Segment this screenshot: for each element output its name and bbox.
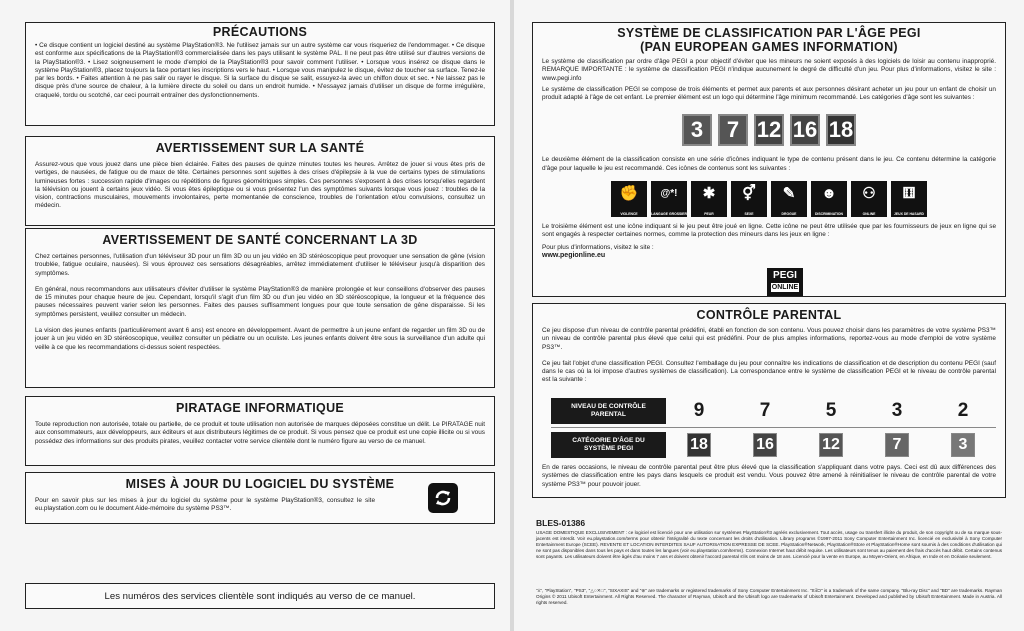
pegi-paragraph-1: Le système de classification par ordre d'âge PEGI a pour objectif d'éviter que les mineurs ne soient exposés à des logiciels de loisir au contenu inapproprié. REMARQUE IMPORTANTE : le système de classification PEGI n'indique aucunement le degré de difficulté d'un jeu. Pour plus d'informations, visitez le site : www.pegi.info: [542, 58, 996, 82]
parental-level-value: 2: [957, 399, 969, 421]
pegi-online-url[interactable]: www.pegionline.eu: [542, 251, 606, 259]
parental-control-paragraph-2: Ce jeu fait l'objet d'une classification PEGI. Consultez l'emballage du jeu pour connaître les indications de classification et de description du contenu PEGI (sauf dans le cas où la loi impose d'autres systèmes de classification). La correspondance entre le système de classification PEGI et le niveau de contrôle parental est la suivante :: [542, 359, 996, 384]
pegi-paragraph-4: Le troisième élément est une icône indiquant si le jeu peut être joué en ligne. Cette icône ne peut être utilisée que par les fournisseurs de jeux en ligne qui se sont engagés à respecter certaines normes, comme la protection des mineurs dans les jeux en ligne :: [542, 223, 996, 239]
health-warning-text: Assurez-vous que vous jouez dans une pièce bien éclairée. Faites des pauses de quinze minutes toutes les heures. Arrêtez de jouer si vous êtes pris de vertiges, de nausées, de fatigue ou de maux de tête. Certaines personnes sont sujettes à des crises d'épilepsie à la vue de certains types de stimulations lumineuses fortes : succession rapide d'images ou répétitions de figures géométriques simples. Ces personnes s'exposent à des crises lorsqu'elles regardent la télévision ou jouent à certains jeux vidéo. Si vous êtes épileptique ou si vous présentez l'un des symptômes suivants lorsque vous jouez : troubles de la vision, contractions musculaires, mouvements involontaires, perte momentanée de conscience, troubles de l'orientation et/ou convulsions, consultez un médecin.: [35, 161, 485, 210]
pegi-12-icon: 12: [819, 433, 843, 457]
parental-control-paragraph-3: En de rares occasions, le niveau de contrôle parental peut être plus élevé que la classification s'appliquant dans votre pays. Ceci est dû aux différences des systèmes de classification entre les pays dans lesquels ce produit est vendu. Vous pouvez être amené à réinitialiser le niveau de contrôle parental de votre système PS3™ pour pouvoir jouer.: [542, 464, 996, 488]
pegi-category-row: [551, 430, 996, 459]
pegi-16-icon: 16: [753, 433, 777, 457]
gambling-icon: ⚅ JEUX DE HASARD: [891, 181, 927, 217]
parental-level-header: NIVEAU DE CONTRÔLE PARENTAL: [551, 398, 666, 424]
sex-icon: ⚥ SEXE: [731, 181, 767, 217]
drugs-icon: ✎ DROGUE: [771, 181, 807, 217]
piracy-title: PIRATAGE INFORMATIQUE: [175, 401, 345, 415]
health-warning-box: [25, 136, 495, 226]
pegi-7-icon: 7: [885, 433, 909, 457]
pegi-title-line1: SYSTÈME DE CLASSIFICATION PAR L'ÂGE PEGI: [617, 26, 921, 40]
left-page: [0, 0, 510, 631]
pegi-paragraph-2: Le système de classification PEGI se compose de trois éléments et permet aux parents et aux personnes désirant acheter un jeu pour un enfant de choisir un produit adapté à l'âge de cet enfant. Le premier élément est un logo qui détermine l'âge minimum recommandé. Les catégories d'âge sont les suivantes :: [542, 85, 996, 102]
pegi-18-icon: 18: [826, 114, 856, 146]
piracy-text: Toute reproduction non autorisée, totale ou partielle, de ce produit et toute utilisation non autorisée de marques déposées constitue un délit. Le PIRATAGE nuit aux consommateurs, aux développeurs, aux éditeurs et aux distributeurs légitimes de ce produit. Si vous pensez que ce produit est une copie illicite ou si vous possédez des informations sur des produits pirates, veuillez contacter votre service clientèle dont le numéro figure au verso de ce manuel.: [35, 421, 485, 445]
parental-control-title: CONTRÔLE PARENTAL: [696, 308, 842, 322]
precaution-bullet: • Ce disque est conforme aux spécifications de la PlayStation®3 commercialisée dans les pays utilisant le système PAL. Il ne peut pas être utilisé sur d'autres versions de la PlayStation®3.: [35, 42, 485, 66]
precaution-bullet: • Ce disque contient un logiciel destiné au système PlayStation®3. Ne l'utilisez jamais sur un autre système car vous risqueriez de l'endommager.: [35, 42, 450, 49]
precaution-bullet: • N'essayez jamais d'utiliser un disque de forme irrégulière, craquelé, tordu ou scotché, car ceci pourrait entraîner des dysfonctionnements.: [35, 83, 485, 99]
pegi-online-logo: [767, 268, 803, 296]
pegi-online-logo-line2: ONLINE: [771, 284, 799, 291]
pegi-paragraph-5: Pour plus d'informations, visitez le site :: [542, 243, 654, 251]
product-code: BLES-01386: [536, 518, 586, 528]
system-update-text: Pour en savoir plus sur les mises à jour du logiciel du système pour le système PlayStation®3, consultez le site eu.playstation.com ou le document Aide-mémoire du système PS3™.: [35, 497, 375, 513]
parental-level-value: 5: [825, 399, 837, 421]
system-update-box: [25, 472, 495, 524]
online-icon: ⚇ ONLINE: [851, 181, 887, 217]
parental-control-box: [532, 303, 1006, 498]
pegi-age-icons: [542, 114, 996, 146]
pegi-descriptor-icons: [542, 181, 996, 217]
update-icon: [428, 483, 458, 513]
precaution-bullet: • Lorsque vous manipulez le disque, évitez de toucher sa surface. Tenez-le par les bords.: [35, 66, 485, 83]
customer-service-footer: [25, 583, 495, 609]
precaution-bullet: • Faites attention à ne pas salir ou rayer le disque. Si la surface du disque se salit, essuyez-la avec un chiffon doux et sec.: [76, 75, 430, 83]
parental-level-value: 7: [759, 399, 771, 421]
fear-icon: ✱ PEUR: [691, 181, 727, 217]
pegi-title-line2: (PAN EUROPEAN GAMES INFORMATION): [640, 40, 898, 54]
pegi-box: [532, 22, 1006, 297]
health-3d-title: AVERTISSEMENT DE SANTÉ CONCERNANT LA 3D: [102, 233, 418, 247]
parental-level-value: 9: [693, 399, 705, 421]
discrimination-icon: ☻ DISCRIMINATION: [811, 181, 847, 217]
precaution-bullet: • Lisez soigneusement le mode d'emploi de la PlayStation®3 pour savoir comment l'utiliser.: [88, 58, 359, 66]
health-3d-paragraph-1: Chez certaines personnes, l'utilisation d'un téléviseur 3D pour un film 3D ou un jeu vidéo en 3D stéréoscopique peut provoquer une sensation de gêne (vision troublée, fatigue oculaire, nausées). Si vous éprouvez ces sensations désagréables, arrêtez immédiatement d'utiliser le téléviseur jusqu'à disparition des symptômes.: [35, 253, 485, 277]
pegi-18-icon: 18: [687, 433, 711, 457]
parental-control-paragraph-1: Ce jeu dispose d'un niveau de contrôle parental prédéfini, établi en fonction de son contenu. Vous pouvez choisir dans les paramètres de votre système PS3™ un niveau de contrôle parental plus élevé que celui qui est prédéfini. Pour de plus amples informations, reportez-vous au mode d'emploi de votre système PS3™.: [542, 327, 996, 351]
bad-language-icon: @*! LANGAGE GROSSIER: [651, 181, 687, 217]
health-3d-box: [25, 228, 495, 388]
parental-level-value: 3: [891, 399, 903, 421]
health-warning-title: AVERTISSEMENT SUR LA SANTÉ: [155, 141, 365, 155]
violence-icon: ✊ VIOLENCE: [611, 181, 647, 217]
system-update-title: MISES À JOUR DU LOGICIEL DU SYSTÈME: [125, 477, 395, 491]
pegi-3-icon: 3: [682, 114, 712, 146]
table-divider: [551, 427, 996, 428]
parental-control-table: [551, 396, 996, 459]
precaution-bullet: • Lorsque vous insérez ce disque dans le système PlayStation®3, placez toujours la face portant les inscriptions vers le haut.: [35, 58, 485, 74]
pegi-category-header: CATÉGORIE D'ÂGE DU SYSTÈME PEGI: [551, 432, 666, 458]
precautions-bullets: [35, 42, 485, 100]
legal-notice-french: USAGE DOMESTIQUE EXCLUSIVEMENT : ce logiciel est licencié pour une utilisation sur systèmes PlayStation®3 agréés exclusivement. Tout accès, usage ou transfert illicite du produit, de son copyright ou de sa marque sous-jacents est interdit. Voir eu.playstation.com/terms pour obtenir l'intégralité du texte concernant les droits d'utilisation. Library programs ©1997-2011 Sony Computer Entertainment Inc. licencié en exclusivité à Sony Computer Entertainment Europe (SCEE). REVENTE ET LOCATION INTERDITES SAUF AUTORISATION EXPRESSE DE SCEE. PlayStation®Network, PlayStation®Store et PlayStation®Home sont soumis à des conditions d'utilisation qui ne sont pas disponibles dans tous les pays et dans toutes les langues (voir eu.playstation.com/terms). Connexion Internet haut débit requise. Les utilisateurs sont tenus au paiement des frais d'accès haut débit. Certains contenus sont payants. Les utilisateurs doivent être âgés d'au moins 7 ans et doivent obtenir l'accord parental s'ils ont moins de 18 ans. Licencié pour la vente en Europe, au Moyen-Orient, en Afrique, en Inde et en Océanie seulement.: [536, 530, 1002, 559]
health-3d-paragraph-3: La vision des jeunes enfants (particulièrement avant 6 ans) est encore en développement. Avant de permettre à un jeune enfant de regarder un film 3D ou de jouer à un jeu vidéo en 3D stéréoscopique, veuillez consulter un pédiatre ou un oculiste. Les jeunes enfants doivent être sous la surveillance d'un adulte qui veille à ce que les recommandations ci-dessus soient respectées.: [35, 327, 485, 351]
precautions-box: [25, 22, 495, 126]
pegi-7-icon: 7: [718, 114, 748, 146]
trademark-notice: "⅄", "PlayStation", "PS3", "△○✕□", "SIXAXIS" and "⊛" are trademarks or registered trademarks of Sony Computer Entertainment Inc. "Ƨ∃Ͻ" is a trademark of the same company. "Blu-ray Disc" and "BD" are trademarks. Rayman Origins © 2011 Ubisoft Entertainment. All Rights Reserved. The character of Rayman, Ubisoft and the Ubisoft logo are trademarks of Ubisoft Entertainment. Developed and published by Ubisoft Entertainment. Made in Austria. All rights reserved.: [536, 588, 1002, 605]
precaution-bullet: • Ne laissez pas le disque près d'une source de chaleur, à la lumière directe du soleil ou dans un endroit humide.: [35, 75, 486, 91]
health-3d-paragraph-2: En général, nous recommandons aux utilisateurs d'éviter d'utiliser le système PlayStation®3 de manière prolongée et leur conseillons d'observer des pauses de 15 minutes pour chaque heure de jeu. Cependant, lorsqu'il s'agit d'un film 3D ou d'un jeu vidéo en 3D stéréoscopique, la longueur et la fréquence des pauses nécessaires peuvent varier selon les personnes. Faites des pauses suffisamment longues pour que toute sensation de gêne disparaisse. Si les symptômes persistent, veuillez consulter un médecin.: [35, 285, 485, 318]
piracy-box: [25, 396, 495, 466]
parental-level-row: [551, 396, 996, 425]
pegi-3-icon: 3: [951, 433, 975, 457]
pegi-online-logo-line1: PEGI: [773, 270, 797, 281]
right-page: [514, 0, 1024, 631]
pegi-16-icon: 16: [790, 114, 820, 146]
pegi-paragraph-3: Le deuxième élément de la classification consiste en une série d'icônes indiquant le type de contenu présent dans le jeu. Ce contenu détermine la catégorie d'âge pour laquelle le jeu est recommandé. Ces icônes de contenus sont les suivantes :: [542, 156, 996, 172]
pegi-12-icon: 12: [754, 114, 784, 146]
customer-service-text: Les numéros des services clientèle sont indiqués au verso de ce manuel.: [104, 590, 416, 602]
precautions-title: PRÉCAUTIONS: [212, 25, 308, 39]
